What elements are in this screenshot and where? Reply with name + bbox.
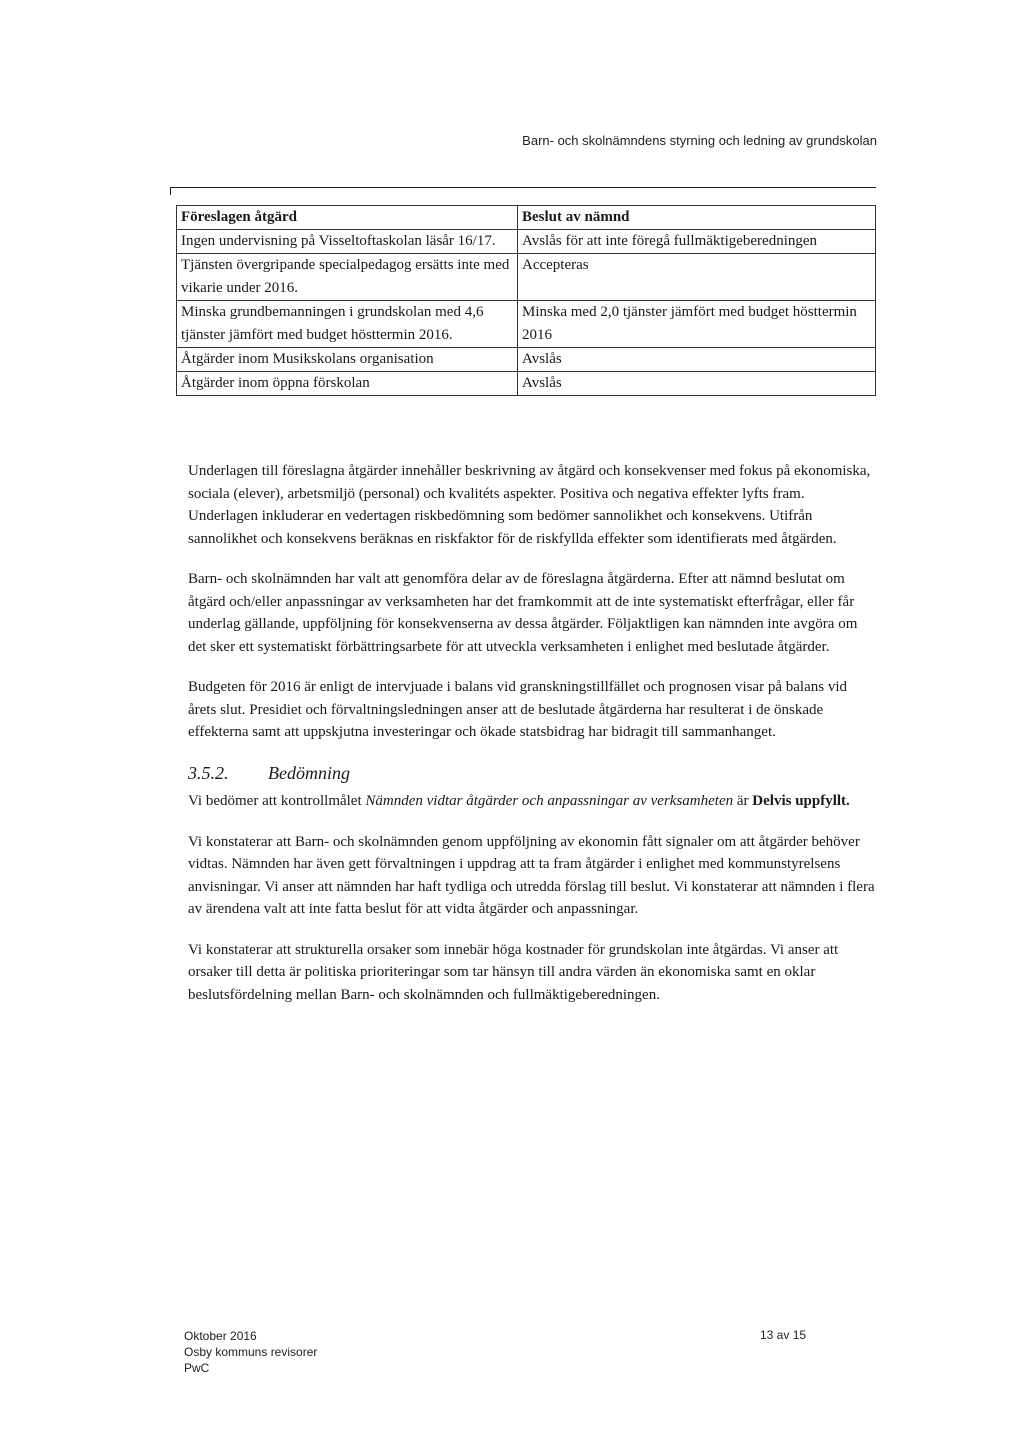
table-row [177,254,876,301]
table-row [177,372,876,396]
body-text [188,460,878,1024]
measures-table [176,205,876,396]
assessment-middle: är [733,793,753,809]
top-rule [170,187,876,188]
table-row [177,301,876,348]
footer [184,1328,317,1376]
paragraph-conclusion-1: Vi konstaterar att Barn- och skolnämnden genom uppföljning av ekonomin fått signaler om att åtgärder behöver vidtas. Nämnden har även gett förvaltningen i uppdrag att ta fram åtgärder i enlighet med kommunstyrelsens anvisningar. Vi anser att nämnden har haft tydliga och utredda förslag till beslut. Vi konstaterar att nämnden i flera av ärendena valt att inte fatta beslut för att vidta åtgärder och anpassningar. [188,833,875,917]
assessment-verdict: Delvis uppfyllt. [752,793,850,809]
measure-cell: Åtgärder inom Musikskolans organisation [177,348,518,372]
paragraph-basis: Underlagen till föreslagna åtgärder innehåller beskrivning av åtgärd och konsekvenser med fokus på ekonomiska, sociala (elever), arbetsmiljö (personal) och kvalitéts aspekter. Positiva och negativa effekter lyfts fram. Underlagen inkluderar en vedertagen riskbedömning som bedömer sannolikhet och konsekvens. Utifrån sannolikhet och konsekvens beräknas en riskfaktor för de riskfyllda effekter som identifierats med åtgärden. [188,463,871,547]
page-number: 13 av 15 [760,1328,807,1342]
assessment-prefix: Vi bedömer att kontrollmålet [188,793,366,809]
control-goal: Nämnden vidtar åtgärder och anpassningar av verksamheten [365,793,734,809]
footer-firm: PwC [184,1361,210,1375]
table-header-row [177,206,876,230]
decision-cell: Avslås [518,348,876,372]
section-number: 3.5.2. [188,762,229,783]
top-rule-tick [170,187,171,195]
decision-cell: Accepteras [518,254,876,301]
measure-cell: Tjänsten övergripande specialpedagog ersätts inte med vikarie under 2016. [177,254,518,301]
paragraph-conclusion-2: Vi konstaterar att strukturella orsaker som innebär höga kostnader för grundskolan inte åtgärdas. Vi anser att orsaker till detta är politiska prioriteringar som tar hänsyn till andra värden än ekonomiska samt en oklar beslutsfördelning mellan Barn- och skolnämnden och fullmäktigeberedningen. [188,941,839,1003]
paragraph-budget: Budgeten för 2016 är enligt de intervjuade i balans vid granskningstillfället och prognosen visar på balans vid årets slut. Presidiet och förvaltningsledningen anser att de beslutade åtgärderna har resulterat i de önskade effekterna samt att uppskjutna investeringar och ökade statsbidrag har bidragit till sammanhanget. [188,679,848,740]
decision-cell: Minska med 2,0 tjänster jämfört med budget hösttermin 2016 [518,301,876,348]
measure-cell: Minska grundbemanningen i grundskolan med 4,6 tjänster jämfört med budget hösttermin 2016. [177,301,518,348]
section-heading [188,762,878,785]
running-header: Barn- och skolnämndens styrning och ledning av grundskolan [522,133,877,148]
table-row [177,230,876,254]
measure-cell: Åtgärder inom öppna förskolan [177,372,518,396]
footer-date: Oktober 2016 [184,1329,257,1343]
decision-cell: Avslås [518,372,876,396]
table-row [177,348,876,372]
footer-organization: Osby kommuns revisorer [184,1345,318,1359]
measure-cell: Ingen undervisning på Visseltoftaskolan läsår 16/17. [177,230,518,254]
column-header-proposed-measure: Föreslagen åtgärd [177,206,518,230]
paragraph-implementation: Barn- och skolnämnden har valt att genomföra delar av de föreslagna åtgärderna. Efter att nämnd beslutat om åtgärd och/eller anpassningar av verksamheten har det framkommit att de inte systematiskt efterfrågar, eller får underlag gällande, uppföljning för konsekvenserna av dessa åtgärder. Följaktligen kan nämnden inte avgöra om det sker ett systematiskt förbättringsarbete för att utveckla verksamheten i enlighet med beslutade åtgärder. [188,571,858,655]
column-header-committee-decision: Beslut av nämnd [518,206,876,230]
assessment-statement [188,790,878,813]
section-title: Bedömning [268,762,350,783]
decision-cell: Avslås för att inte föregå fullmäktigeberedningen [518,230,876,254]
